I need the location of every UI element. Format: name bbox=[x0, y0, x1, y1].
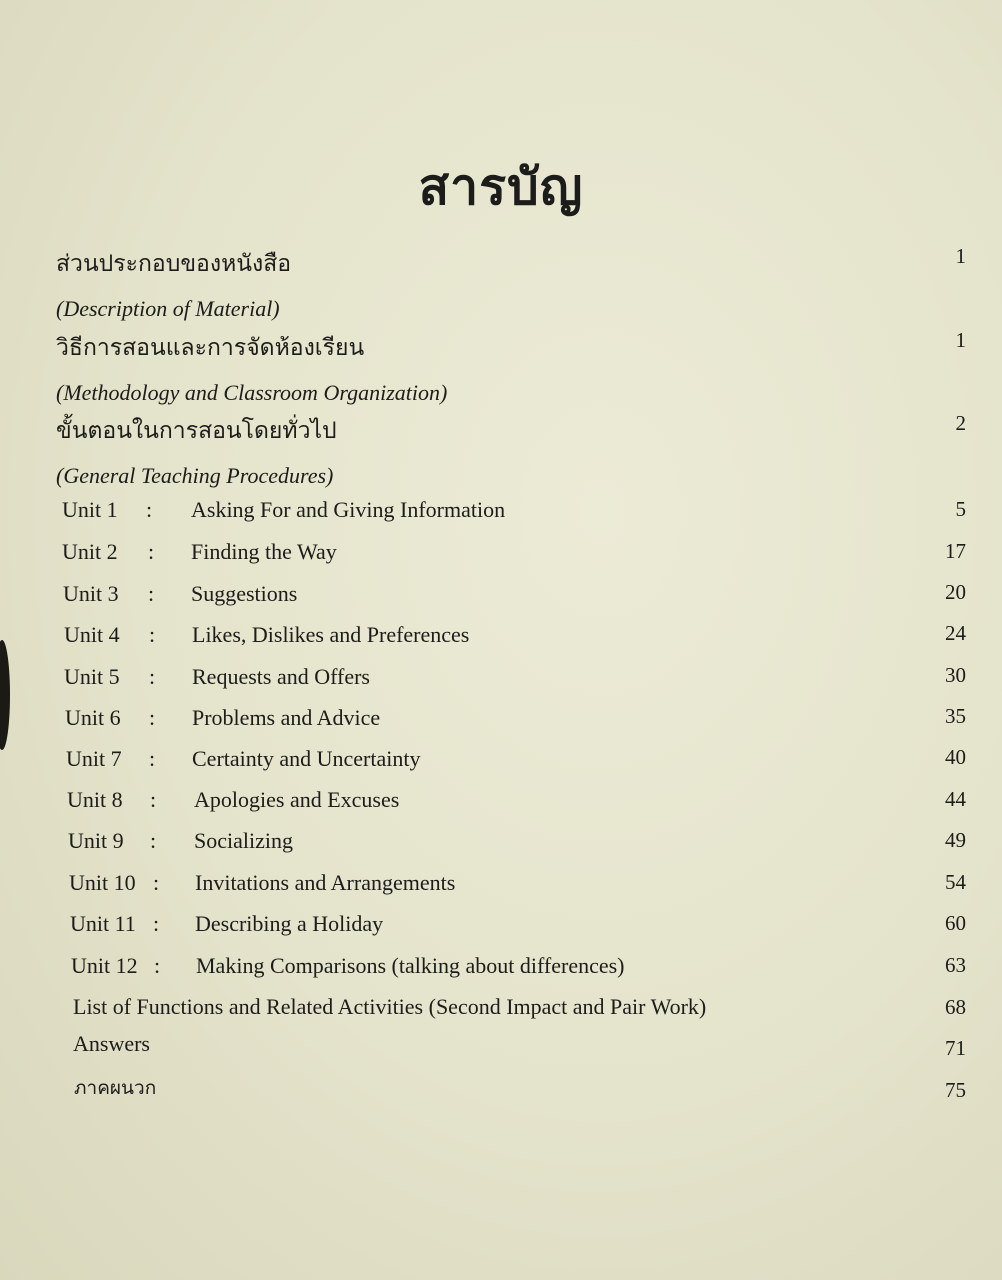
toc-unit-page: 54 bbox=[945, 870, 966, 894]
toc-unit-label: Unit 12 bbox=[71, 953, 138, 978]
toc-intro-thai: ส่วนประกอบของหนังสือ bbox=[56, 251, 292, 276]
toc-unit-title: Invitations and Arrangements bbox=[195, 870, 456, 895]
toc-unit-title: Requests and Offers bbox=[192, 664, 370, 689]
toc-unit-label: Unit 6 bbox=[65, 705, 121, 730]
toc-unit-label: Unit 4 bbox=[64, 622, 120, 647]
toc-unit-title: Socializing bbox=[194, 828, 293, 853]
toc-intro-item bbox=[56, 330, 447, 406]
toc-tail-item: List of Functions and Related Activities (Second Impact and Pair Work) bbox=[73, 994, 707, 1019]
toc-unit-page: 30 bbox=[945, 663, 966, 687]
toc-tail-item: ภาคผนวก bbox=[74, 1078, 157, 1099]
toc-unit-label: Unit 2 bbox=[62, 539, 118, 564]
toc-unit-page: 35 bbox=[945, 704, 966, 728]
toc-unit-label: Unit 7 bbox=[66, 746, 122, 771]
toc-unit-page: 63 bbox=[945, 953, 966, 977]
toc-unit-label: Unit 8 bbox=[67, 787, 123, 812]
toc-intro-page: 1 bbox=[955, 328, 966, 352]
page-title: สารบัญ bbox=[418, 159, 584, 215]
toc-unit-page: 24 bbox=[945, 621, 966, 645]
toc-unit-colon: : bbox=[148, 581, 155, 606]
toc-unit-page: 44 bbox=[945, 787, 966, 811]
toc-unit-colon: : bbox=[154, 953, 161, 978]
toc-unit-label: Unit 3 bbox=[63, 581, 119, 606]
toc-unit-title: Suggestions bbox=[191, 581, 298, 606]
toc-unit-page: 20 bbox=[945, 580, 966, 604]
toc-unit-title: Making Comparisons (talking about differences) bbox=[196, 953, 625, 978]
toc-unit-title: Asking For and Giving Information bbox=[191, 497, 506, 522]
toc-intro-thai: วิธีการสอนและการจัดห้องเรียน bbox=[56, 335, 365, 360]
toc-intro-thai: ขั้นตอนในการสอนโดยทั่วไป bbox=[56, 418, 337, 443]
toc-intro-english: (Description of Material) bbox=[56, 296, 280, 321]
toc-unit-colon: : bbox=[149, 705, 156, 730]
toc-tail-page: 71 bbox=[945, 1036, 966, 1060]
toc-unit-label: Unit 11 bbox=[70, 911, 136, 936]
toc-unit-title: Certainty and Uncertainty bbox=[192, 746, 421, 771]
toc-unit-page: 40 bbox=[945, 745, 966, 769]
toc-unit-label: Unit 10 bbox=[69, 870, 136, 895]
toc-unit-colon: : bbox=[146, 497, 153, 522]
toc-unit-label: Unit 1 bbox=[62, 497, 118, 522]
toc-unit-title: Likes, Dislikes and Preferences bbox=[192, 622, 470, 647]
toc-unit-colon: : bbox=[149, 622, 156, 647]
toc-unit-title: Problems and Advice bbox=[192, 705, 381, 730]
toc-tail-page: 68 bbox=[945, 995, 966, 1019]
toc-tail-item: Answers bbox=[73, 1031, 150, 1056]
toc-unit-colon: : bbox=[149, 664, 156, 689]
toc-intro-page: 1 bbox=[955, 244, 966, 268]
toc-intro-item bbox=[56, 413, 337, 489]
toc-unit-colon: : bbox=[150, 828, 157, 853]
toc-intro-english: (General Teaching Procedures) bbox=[56, 463, 334, 488]
toc-unit-colon: : bbox=[149, 746, 156, 771]
toc-unit-colon: : bbox=[148, 539, 155, 564]
toc-unit-colon: : bbox=[150, 787, 157, 812]
toc-intro-english: (Methodology and Classroom Organization) bbox=[56, 380, 448, 405]
toc-unit-colon: : bbox=[153, 911, 160, 936]
toc-unit-page: 17 bbox=[945, 539, 966, 563]
toc-intro-page: 2 bbox=[955, 411, 966, 435]
toc-unit-label: Unit 9 bbox=[68, 828, 124, 853]
toc-unit-colon: : bbox=[153, 870, 160, 895]
binding-shadow bbox=[0, 640, 10, 750]
toc-unit-label: Unit 5 bbox=[64, 664, 120, 689]
toc-unit-page: 5 bbox=[955, 497, 966, 521]
toc-unit-title: Describing a Holiday bbox=[195, 911, 384, 936]
toc-tail-page: 75 bbox=[945, 1078, 966, 1102]
toc-unit-page: 60 bbox=[945, 911, 966, 935]
toc-unit-title: Apologies and Excuses bbox=[194, 787, 400, 812]
toc-intro-item bbox=[56, 246, 291, 322]
toc-unit-page: 49 bbox=[945, 828, 966, 852]
toc-unit-title: Finding the Way bbox=[191, 539, 337, 564]
